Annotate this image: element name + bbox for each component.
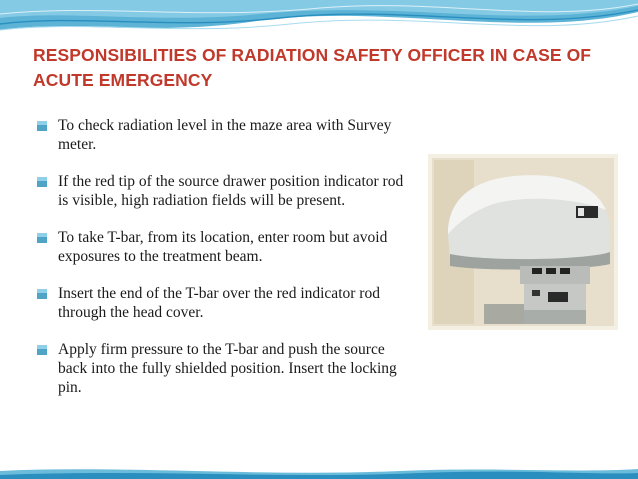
bullet-square-icon — [36, 288, 48, 300]
slide-title: RESPONSIBILITIES OF RADIATION SAFETY OFFICER IN CASE OF ACUTE EMERGENCY — [33, 45, 592, 90]
bullet-text: To take T-bar, from its location, enter room but avoid exposures to the treatment beam. — [58, 229, 388, 265]
bullet-list — [36, 116, 416, 415]
bullet-item — [36, 228, 416, 266]
bullet-text: If the red tip of the source drawer position indicator rod is visible, high radiation fields will be present. — [58, 173, 404, 209]
bullet-item — [36, 172, 416, 210]
top-wave-band — [0, 0, 638, 44]
teletherapy-head-illustration — [428, 154, 618, 330]
bullet-square-icon — [36, 176, 48, 188]
bullet-square-icon — [36, 232, 48, 244]
bullet-text: To check radiation level in the maze area with Survey meter. — [58, 117, 392, 153]
teletherapy-unit-photo — [428, 154, 618, 330]
bullet-text: Apply firm pressure to the T-bar and push the source back into the fully shielded position. Insert the locking pin. — [58, 341, 397, 396]
bottom-wave-band — [0, 465, 638, 479]
bullet-item — [36, 284, 416, 322]
bullet-text: Insert the end of the T-bar over the red indicator rod through the head cover. — [58, 285, 380, 321]
bullet-square-icon — [36, 120, 48, 132]
bullet-square-icon — [36, 344, 48, 356]
bullet-item — [36, 116, 416, 154]
bullet-item — [36, 340, 416, 397]
